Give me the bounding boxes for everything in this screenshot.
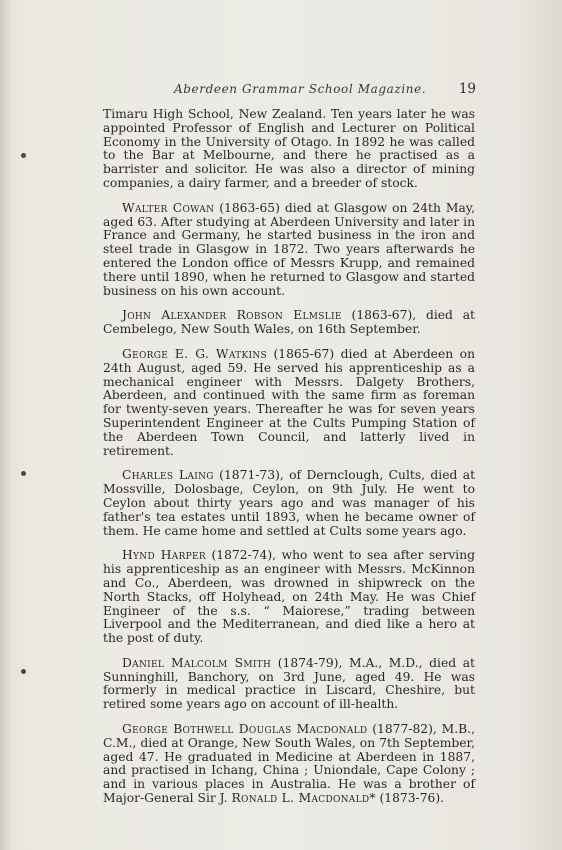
entry-text: (1874-79), M.A., M.D., died at Sunninghill, Banchory, on 3rd June, aged 49. He was formerly in medical practice in Liscard, Cheshire, but retired some years ago on account of ill-health. <box>103 655 475 712</box>
entry-text: (1877-82), M.B., C.M., died at Orange, New South Wales, on 7th September, aged 47. He graduated in Medicine at Aberdeen in 1887, and practised in Ichang, China ; Uniondale, Cape Colony ; and in various places in Australia. He was a brother of Major-General Sir J. <box>103 722 475 806</box>
obituary-entry <box>103 202 475 299</box>
obituary-entry <box>103 549 475 646</box>
page-gutter-shadow <box>0 0 12 850</box>
obituary-entry <box>103 723 475 806</box>
person-name-secondary: Ronald L. Macdonald <box>231 791 370 806</box>
person-name: Hynd Harper <box>122 548 206 563</box>
page-number: 19 <box>458 81 476 97</box>
person-name: George E. G. Watkins <box>122 346 267 361</box>
person-name: George Bothwell Douglas Macdonald <box>122 722 368 737</box>
entry-text: (1872-74), who went to sea after serving his apprenticeship as an engineer with Messrs. McKinnon and Co., Aberdeen, was drowned in shipwreck on the North Stacks, off Holyhead, on 24th May. He was Chief Engineer of the s.s. “ Maiorese,” trading between Liverpool and the Mediterranean, and died like a hero at the post of duty. <box>103 548 475 646</box>
paragraph-text: Timaru High School, New Zealand. Ten years later he was appointed Professor of English and Lecturer on Political Economy in the University of Otago. In 1892 he was called to the Bar at Melbourne, and there he practised as a barrister and solicitor. He was also a director of mining companies, a dairy farmer, and a breeder of stock. <box>103 107 475 190</box>
person-name: John Alexander Robson Elmslie <box>122 308 342 323</box>
page-header <box>104 82 476 100</box>
obituary-entry <box>103 469 475 538</box>
entry-text: (1863-65) died at Glasgow on 24th May, aged 63. After studying at Aberdeen University and later in France and Germany, he started business in the iron and steel trade in Glasgow in 1872. Two years afterwards he entered the London office of Messrs Krupp, and remained there until 1890, when he returned to Glasgow and started business on his own account. <box>103 200 475 298</box>
obituary-entry <box>103 348 475 458</box>
paragraph-continued <box>103 108 475 191</box>
obituary-entry <box>103 657 475 712</box>
entry-tail: * (1873-76). <box>369 791 445 806</box>
entry-text: (1863-67), died at Cembelego, New South Wales, on 16th September. <box>103 308 475 337</box>
margin-dot-mark <box>21 153 26 158</box>
person-name: Charles Laing <box>122 468 214 483</box>
obituary-entry <box>103 309 475 337</box>
obituary-text <box>103 108 475 817</box>
running-title: Aberdeen Grammar School Magazine. <box>174 82 427 96</box>
margin-dot-mark <box>21 471 26 476</box>
entry-text: (1865-67) died at Aberdeen on 24th August, aged 59. He served his apprenticeship as a mechanical engineer with Messrs. Dalgety Brothers, Aberdeen, and continued with the same firm as foreman for twenty-seven years. Thereafter he was for seven years Superintendent Engineer at the Cults Pumping Station of the Aberdeen Town Council, and latterly lived in retirement. <box>103 346 475 458</box>
person-name: Walter Cowan <box>122 200 215 215</box>
margin-dot-mark <box>21 669 26 674</box>
person-name: Daniel Malcolm Smith <box>122 655 272 670</box>
entry-text: (1871-73), of Dernclough, Cults, died at Mossville, Dolosbage, Ceylon, on 9th July. He went to Ceylon about thirty years ago and was manager of his father's tea estates until 1893, when he became owner of them. He came home and settled at Cults some years ago. <box>103 468 476 538</box>
